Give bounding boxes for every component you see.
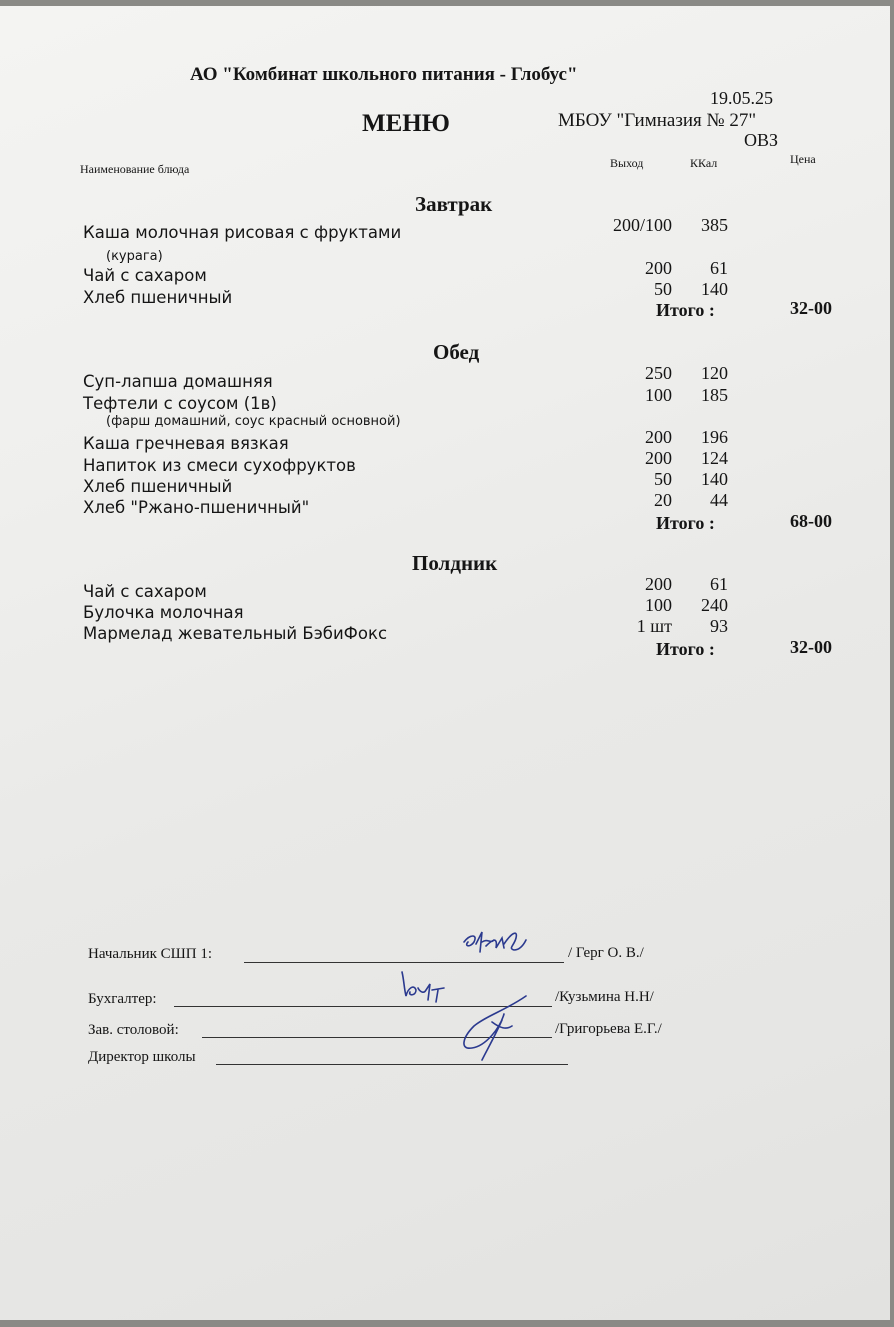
column-header-output: Выход [610, 156, 644, 170]
signature-person: / Герг О. В./ [568, 945, 644, 961]
signature-role: Начальник СШП 1: [88, 946, 213, 962]
dish-name: Каша гречневая вязкая [83, 434, 289, 453]
dish-kcal: 61 [710, 258, 728, 278]
dish-output: 100 [645, 385, 672, 405]
dish-kcal: 93 [710, 616, 728, 636]
dish-kcal: 196 [701, 427, 728, 447]
signature-person: /Кузьмина Н.Н/ [555, 989, 654, 1005]
dish-name: Мармелад жевательный БэбиФокс [83, 624, 388, 643]
signature-person: /Григорьева Е.Г./ [555, 1021, 662, 1037]
dish-name: Напиток из смеси сухофруктов [83, 456, 356, 475]
dish-name: Хлеб пшеничный [83, 288, 233, 307]
dish-note: (фарш домашний, соус красный основной) [106, 414, 401, 429]
page-title: МЕНЮ [362, 110, 450, 137]
total-price-snack: 32-00 [790, 637, 832, 657]
dish-name: Тефтели с соусом (1в) [83, 394, 277, 413]
total-label: Итого : [656, 639, 715, 659]
signature-mark-1 [456, 924, 536, 966]
dish-output: 1 шт [636, 616, 672, 636]
section-title-lunch: Обед [433, 340, 480, 364]
dish-name: Хлеб "Ржано-пшеничный" [83, 498, 310, 517]
group-label: ОВЗ [744, 130, 779, 150]
dish-name: Суп-лапша домашняя [83, 372, 273, 391]
dish-output: 200 [645, 427, 672, 447]
signature-role: Директор школы [88, 1049, 196, 1065]
dish-output: 20 [654, 490, 672, 510]
dish-kcal: 140 [701, 469, 728, 489]
dish-kcal: 140 [701, 279, 728, 299]
school-name: МБОУ "Гимназия № 27" [558, 110, 757, 131]
dish-kcal: 124 [701, 448, 728, 468]
dish-kcal: 185 [701, 385, 728, 405]
dish-kcal: 44 [710, 490, 728, 510]
section-title-snack: Полдник [412, 551, 498, 575]
dish-name: Булочка молочная [83, 603, 244, 622]
total-price-lunch: 68-00 [790, 511, 832, 531]
menu-sheet [0, 6, 890, 1320]
signature-line [216, 1064, 568, 1065]
signature-mark-2 [394, 966, 454, 1008]
dish-note: (курага) [106, 249, 163, 264]
total-label: Итого : [656, 513, 715, 533]
total-label: Итого : [656, 300, 715, 320]
dish-name: Хлеб пшеничный [83, 477, 233, 496]
dish-output: 100 [645, 595, 672, 615]
dish-output: 200 [645, 574, 672, 594]
dish-name: Каша молочная рисовая с фруктами [83, 223, 402, 242]
dish-output: 200 [645, 448, 672, 468]
column-header-kcal: ККал [690, 156, 718, 170]
menu-date: 19.05.25 [710, 88, 773, 108]
dish-kcal: 120 [701, 363, 728, 383]
total-price-breakfast: 32-00 [790, 298, 832, 318]
company-name: АО "Комбинат школьного питания - Глобус" [190, 64, 578, 85]
dish-output: 50 [654, 279, 672, 299]
signature-role: Зав. столовой: [88, 1022, 179, 1038]
signature-role: Бухгалтер: [88, 991, 157, 1007]
dish-output: 200 [645, 258, 672, 278]
column-header-price: Цена [790, 152, 816, 166]
dish-output: 200/100 [612, 215, 672, 235]
section-title-breakfast: Завтрак [415, 192, 493, 216]
dish-output: 50 [654, 469, 672, 489]
dish-kcal: 61 [710, 574, 728, 594]
dish-name: Чай с сахаром [83, 582, 207, 601]
dish-kcal: 240 [701, 595, 728, 615]
dish-output: 250 [645, 363, 672, 383]
column-header-name: Наименование блюда [80, 162, 190, 176]
dish-kcal: 385 [701, 215, 728, 235]
signature-mark-3 [456, 992, 536, 1064]
dish-name: Чай с сахаром [83, 266, 207, 285]
